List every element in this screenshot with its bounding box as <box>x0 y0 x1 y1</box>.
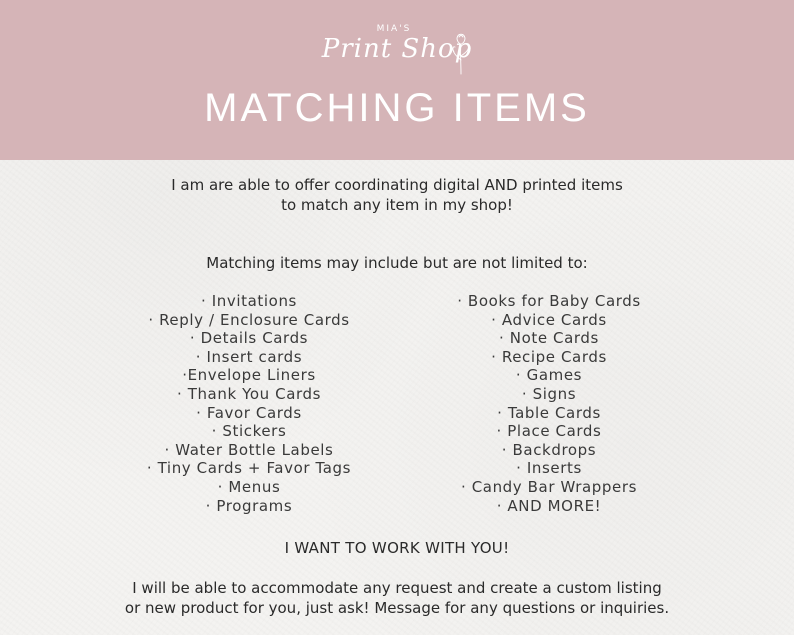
call-to-action-heading: I WANT TO WORK WITH YOU! <box>284 539 510 557</box>
list-item: · Favor Cards <box>196 403 302 422</box>
brand-script-text: Print Shop <box>321 34 473 64</box>
page-title: MATCHING ITEMS <box>204 86 590 130</box>
list-item: · Games <box>515 366 583 385</box>
list-item: ·Envelope Liners <box>182 366 316 385</box>
list-item: · Note Cards <box>499 329 599 348</box>
list-item: · Advice Cards <box>491 310 607 329</box>
list-item: · Place Cards <box>496 422 602 441</box>
list-item: · Water Bottle Labels <box>164 440 334 459</box>
list-item: · Backdrops <box>501 440 597 459</box>
closing-line-2: or new product for you, just ask! Message for any questions or inquiries. <box>124 599 670 617</box>
list-item: · Invitations <box>201 292 297 310</box>
list-item: · Programs <box>205 496 293 515</box>
closing-line-1: I will be able to accommodate any request and create a custom listing <box>132 579 662 597</box>
list-item: · AND MORE! <box>496 496 602 515</box>
brand-small-text: MIA'S <box>376 24 412 34</box>
list-item: · Stickers <box>211 422 287 441</box>
items-list-right <box>420 292 678 515</box>
list-item: · Insert cards <box>195 347 303 366</box>
items-list-left <box>120 292 378 515</box>
list-item: · Details Cards <box>189 329 309 348</box>
list-item: · Tiny Cards + Favor Tags <box>146 459 352 478</box>
list-item: · Recipe Cards <box>491 347 607 366</box>
list-lead-text: Matching items may include but are not limited to: <box>206 254 588 272</box>
intro-line-1: I am are able to offer coordinating digital AND printed items <box>171 176 623 194</box>
list-item: · Table Cards <box>497 403 601 422</box>
list-item: · Thank You Cards <box>176 384 322 403</box>
header-banner <box>0 0 794 160</box>
list-item: · Books for Baby Cards <box>457 292 641 310</box>
list-item: · Reply / Enclosure Cards <box>148 310 350 329</box>
list-item: · Menus <box>217 477 281 496</box>
list-item: · Inserts <box>516 459 582 478</box>
closing-text <box>0 578 794 618</box>
intro-text <box>0 175 794 215</box>
intro-line-2: to match any item in my shop! <box>281 196 513 214</box>
list-item: · Signs <box>521 384 577 403</box>
list-item: · Candy Bar Wrappers <box>460 477 638 496</box>
flower-sprig-icon <box>450 30 472 76</box>
